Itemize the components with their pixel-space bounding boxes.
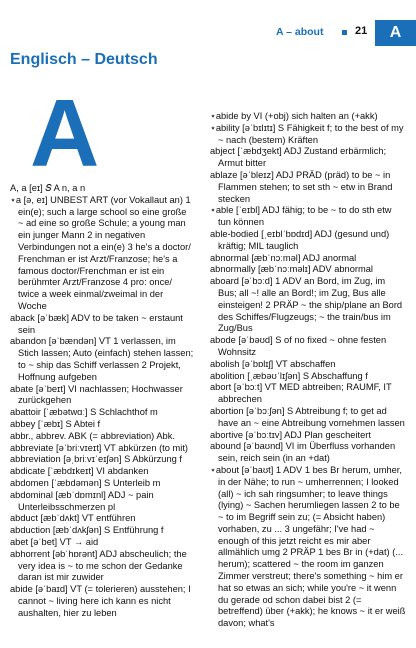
dictionary-entry: abet [əˈbet] VT → aid bbox=[10, 536, 99, 547]
dictionary-entry: abode [əˈbəʊd] S of no fixed ~ ohne festen Wohnsitz bbox=[210, 335, 387, 357]
dictionary-entry: abort [əˈbɔːt] VT MED abtreiben; RAUMF, IT abbrechen bbox=[210, 382, 392, 405]
page-header bbox=[0, 0, 416, 46]
dictionary-entry: abolish [əˈbɒlɪʃ] VT abschaffen bbox=[210, 358, 336, 369]
dictionary-entry: abject [ˈæbdʒekt] ADJ Zustand erbärmlich; Armut bitter bbox=[210, 146, 387, 169]
dictionary-entry: aback [əˈbæk] ADV to be taken ~ erstaunt sein bbox=[10, 312, 183, 335]
dictionary-entry: abhorrent [əbˈhɒrənt] ADJ abscheulich; the very idea is ~ to me schon der Gedanke daran ist mir zuwider bbox=[10, 548, 187, 583]
dictionary-entry: abide [əˈbaɪd] VT (= tolerieren) ausstehen; I cannot ~ living here ich kann es nicht aushalten, hier zu leben bbox=[10, 584, 191, 618]
section-title: Englisch – Deutsch bbox=[10, 51, 158, 68]
dictionary-entry: abduction [æbˈdʌkʃən] S Entführung f bbox=[10, 525, 164, 536]
dictionary-entry: abbey [ˈæbɪ] S Abtei f bbox=[10, 418, 101, 429]
dictionary-entry: abound [əˈbaʊnd] VI im Überfluss vorhanden sein, reich sein (in an +dat) bbox=[210, 441, 396, 464]
dictionary-entry: ⋆able [ˈeɪbl] ADJ fähig; to be ~ to do sth etw tun können bbox=[210, 205, 392, 228]
dictionary-entry: abattoir [ˈæbətwɑː] S Schlachthof m bbox=[10, 407, 158, 418]
running-head: A – about bbox=[276, 26, 324, 38]
dictionary-entry: abbreviate [əˈbriːvɪeɪt] VT abkürzen (to mit) bbox=[10, 442, 188, 453]
dictionary-entry: ablaze [əˈbleɪz] ADJ PRÄD (präd) to be ~ in Flammen stehen; to set sth ~ etw in Brand stecken bbox=[210, 169, 393, 204]
separator-square-icon bbox=[342, 30, 347, 35]
left-column bbox=[10, 183, 194, 619]
dictionary-entry: abdominal [æbˈdɒmɪnl] ADJ ~ pain Unterleibsschmerzen pl bbox=[10, 489, 154, 512]
dictionary-entry: abdicate [ˈæbdɪkeɪt] VI abdanken bbox=[10, 466, 149, 477]
dictionary-entry: ⋆about [əˈbaʊt] 1 ADV 1 bes Br herum, umher, in der Nähe; to run ~ umherrennen; I looked (all) ~ ich sah ringsumher; to leave things (lying) ~ Sachen herumliegen lassen 2 to be ~ to im Begriff sein zu; (= Absicht haben) vorhaben, zu ... 3 ungefähr; I've had ~ enough of this jetzt reicht es mir aber allmählich umg 2 PRÄP 1 bes Br in (+dat) (... herum); scattered ~ the room im ganzen Zimmer verstreut; there's something ~ him er hat so etwas an sich; while you're ~ it wenn du gerade od schon dabei bist 2 (= betreffend) über (+akk); he knows ~ it er weiß davon; what's bbox=[210, 464, 406, 629]
dictionary-entry: ⋆ability [əˈbɪlɪtɪ] S Fähigkeit f; to the best of my ~ nach (bestem) Kräften bbox=[210, 122, 404, 145]
dictionary-entry: abnormal [æbˈnɔːməl] ADJ anormal bbox=[210, 252, 357, 263]
dictionary-entry: abnormally [æbˈnɔːməlɪ] ADV abnormal bbox=[210, 264, 373, 275]
dictionary-entry: abbreviation [əˌbriːvɪˈeɪʃən] S Abkürzung f bbox=[10, 454, 182, 465]
dictionary-entry: abolition [ˌæbəʊˈlɪʃən] S Abschaffung f bbox=[210, 370, 368, 381]
dictionary-entry: abduct [æbˈdʌkt] VT entführen bbox=[10, 513, 136, 524]
dictionary-entry: aboard [əˈbɔːd] 1 ADV an Bord, im Zug, im Bus; all ~! alle an Bord!; im Zug, Bus alle einsteigen! 2 PRÄP ~ the ship/plane an Bord des Schiffes/Flugzeugs; ~ the train/bus im Zug/Bus bbox=[210, 276, 403, 334]
dictionary-entry: abortion [əˈbɔːʃən] S Abtreibung f; to get ad have an ~ eine Abtreibung vornehmen lassen bbox=[210, 405, 405, 428]
big-initial-letter: A bbox=[30, 80, 100, 187]
dictionary-entry: ⋆abide by VI (+obj) sich halten an (+akk) bbox=[210, 111, 378, 121]
page-number: 21 bbox=[355, 25, 368, 37]
dictionary-entry: abdomen [ˈæbdəmən] S Unterleib m bbox=[10, 477, 161, 488]
dictionary-entry: abate [əˈbeɪt] VI nachlassen; Hochwasser zurückgehen bbox=[10, 383, 183, 406]
dictionary-entry: A, a [eɪ] 𝑆 A n, a n bbox=[10, 183, 86, 193]
dictionary-entry: able-bodied [ˌeɪblˈbɒdɪd] ADJ (gesund und) kräftig; MIL tauglich bbox=[210, 228, 390, 251]
right-column bbox=[210, 111, 406, 630]
dictionary-entry: abandon [əˈbændən] VT 1 verlassen, im Stich lassen; Auto (einfach) stehen lassen; to ~ ship das Schiff verlassen 2 Projekt, Hoffnung aufgeben bbox=[10, 336, 194, 382]
dictionary-entry: abbr., abbrev. ABK (= abbreviation) Abk. bbox=[10, 430, 175, 441]
dictionary-entry: ⋆a [ə, eɪ] UNBEST ART (vor Vokallaut an) 1 ein(e); such a large school so eine große ~ ad eine so große Schule; a young man ein junger Mann 2 in negativen Verbindungen not a ein(e) 3 he's a doctor/ Frenchman er ist Arzt/Franzose; he's a famous doctor/Frenchman er ist ein berühmter Arzt/Franzose 4 pro: once/ twice a week einmal/zweimal in der Woche bbox=[10, 194, 191, 311]
letter-tab: A bbox=[375, 20, 416, 46]
dictionary-entry: abortive [əˈbɔːtɪv] ADJ Plan gescheitert bbox=[210, 429, 371, 440]
